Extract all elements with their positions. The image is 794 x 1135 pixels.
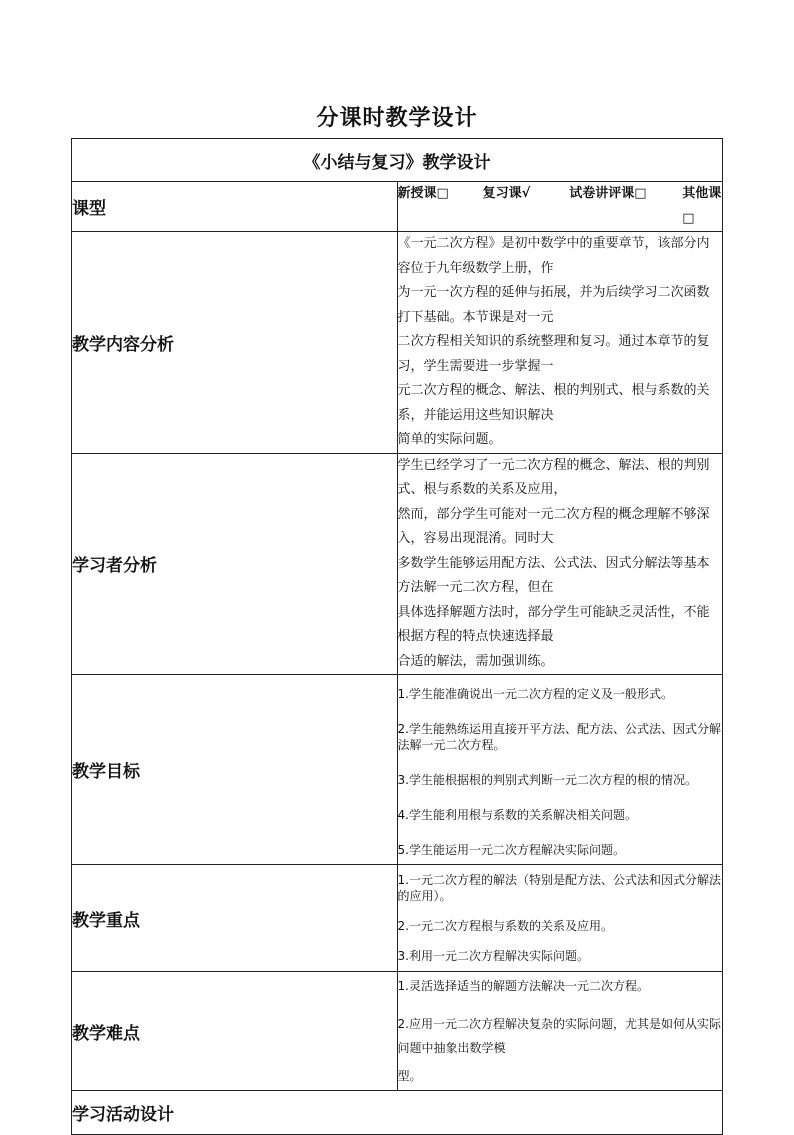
table-caption: 《小结与复习》教学设计 [72, 139, 723, 182]
content-analysis-text [397, 232, 723, 454]
text-line: 然而，部分学生可能对一元二次方程的概念理解不够深入，容易出现混淆。同时大 [397, 506, 710, 546]
activity-design-label: 学习活动设计 [72, 1091, 723, 1135]
lesson-type-exam-review: 试卷讲评课□ [569, 186, 647, 201]
lesson-type-other: 其他课□ [682, 186, 722, 226]
key-points-label: 教学重点 [72, 865, 398, 972]
objective-item: 5.学生能运用一元二次方程解决实际问题。 [397, 842, 625, 857]
text-line: 简单的实际问题。 [397, 432, 502, 447]
text-line: 为一元一次方程的延伸与拓展，并为后续学习二次函数打下基础。本节课是对一元 [397, 285, 710, 325]
text-line: 元二次方程的概念、解法、根的判别式、根与系数的关系，并能运用这些知识解决 [397, 383, 710, 423]
difficulty-item: 2.应用一元二次方程解决复杂的实际问题，尤其是如何从实际问题中抽象出数学模 [397, 1017, 721, 1055]
lesson-type-label: 课型 [72, 182, 398, 232]
content-analysis-label: 教学内容分析 [72, 232, 398, 454]
lesson-type-new: 新授课□ [397, 186, 449, 201]
activity-design-row [72, 1091, 723, 1135]
lesson-design-table [71, 138, 723, 1135]
table-caption-row [72, 139, 723, 182]
key-points-list [397, 865, 723, 972]
key-point-item: 1.一元二次方程的解法（特别是配方法、公式法和因式分解法的应用）。 [397, 873, 721, 903]
learner-analysis-row [72, 453, 723, 675]
lesson-type-review: 复习课√ [482, 186, 531, 201]
learner-analysis-label: 学习者分析 [72, 453, 398, 675]
difficulties-row [72, 972, 723, 1091]
objective-item: 1.学生能准确说出一元二次方程的定义及一般形式。 [397, 686, 673, 701]
objective-item: 2.学生能熟练运用直接开平方法、配方法、公式法、因式分解法解一元二次方程。 [397, 721, 721, 752]
objective-item: 4.学生能利用根与系数的关系解决相关问题。 [397, 807, 637, 822]
text-line: 多数学生能够运用配方法、公式法、因式分解法等基本方法解一元二次方程，但在 [397, 555, 710, 595]
learner-analysis-text [397, 453, 723, 675]
objectives-list [397, 675, 723, 865]
difficulties-label: 教学难点 [72, 972, 398, 1091]
text-line: 具体选择解题方法时，部分学生可能缺乏灵活性，不能根据方程的特点快速选择最 [397, 604, 710, 644]
difficulty-item: 型。 [397, 1069, 422, 1083]
objectives-label: 教学目标 [72, 675, 398, 865]
content-analysis-row [72, 232, 723, 454]
key-point-item: 3.利用一元二次方程解决实际问题。 [397, 949, 589, 963]
text-line: 《一元二次方程》是初中数学中的重要章节，该部分内容位于九年级数学上册，作 [397, 236, 710, 276]
objective-item: 3.学生能根据根的判别式判断一元二次方程的根的情况。 [397, 772, 697, 787]
text-line: 合适的解法，需加强训练。 [397, 653, 554, 669]
lesson-type-row [72, 182, 723, 232]
lesson-type-options [397, 182, 723, 232]
key-points-row [72, 865, 723, 972]
text-line: 学生已经学习了一元二次方程的概念、解法、根的判别式、根与系数的关系及应用， [397, 457, 710, 497]
difficulty-item: 1.灵活选择适当的解题方法解决一元二次方程。 [397, 979, 649, 993]
page-title: 分课时教学设计 [316, 105, 478, 131]
key-point-item: 2.一元二次方程根与系数的关系及应用。 [397, 919, 613, 933]
text-line: 二次方程相关知识的系统整理和复习。通过本章节的复习，学生需要进一步掌握一 [397, 334, 710, 374]
objectives-row [72, 675, 723, 865]
difficulties-list [397, 972, 723, 1091]
